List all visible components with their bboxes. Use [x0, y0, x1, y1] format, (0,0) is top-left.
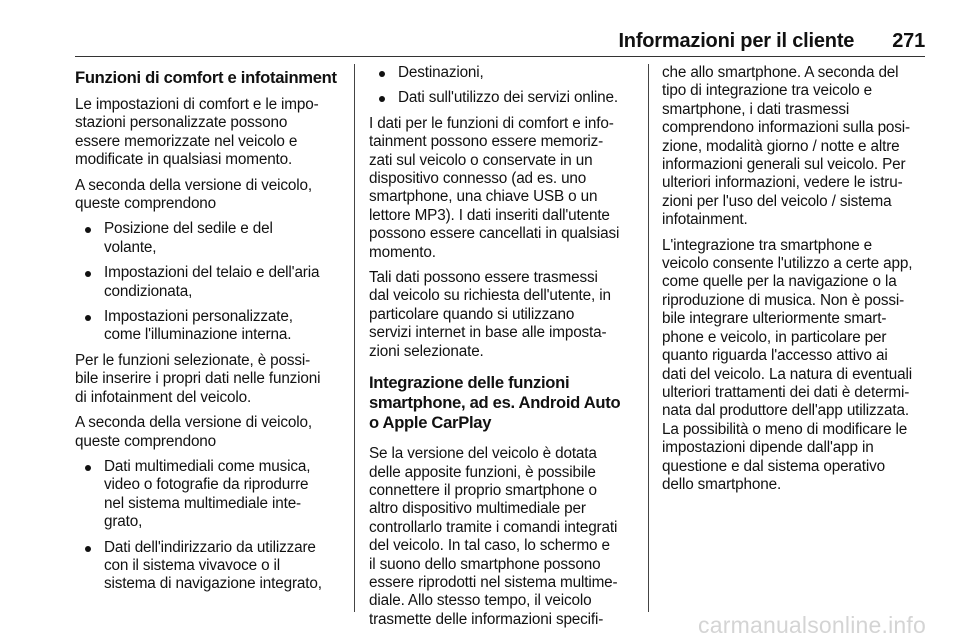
text-line: Dati dell'indirizzario da utilizzare — [104, 538, 316, 556]
text-line: con il sistema vivavoce o il — [104, 556, 281, 574]
text-line: possono essere cancellati in qualsiasi — [369, 225, 620, 243]
text-line: di infotainment del veicolo. — [75, 388, 252, 406]
bullet-icon — [85, 271, 91, 277]
text-line: ulteriori trattamenti dei dati è determi- — [662, 383, 910, 401]
text-line: dal veicolo su richiesta dell'utente, in — [369, 287, 611, 305]
text-line: questione e dal sistema operativo — [662, 457, 885, 475]
text-line: volante, — [104, 238, 157, 256]
text-line: Per le funzioni selezionate, è possi- — [75, 351, 311, 369]
text-line: delle apposite funzioni, è possibile — [369, 463, 596, 481]
text-line: L'integrazione tra smartphone e — [662, 236, 873, 254]
text-line: nel sistema multimediale inte- — [104, 494, 301, 512]
text-line: bile integrare ulteriormente smart- — [662, 310, 887, 328]
text-line: controllarlo tramite i comandi integrati — [369, 518, 618, 536]
text-line: Integrazione delle funzioni — [369, 373, 570, 393]
text-line: diale. Allo stesso tempo, il veicolo — [369, 592, 592, 610]
text-line: connettere il proprio smartphone o — [369, 481, 597, 499]
text-line: smartphone, i dati trasmessi — [662, 100, 850, 118]
text-line: sistema di navigazione integrato, — [104, 575, 322, 593]
text-line: impostazioni dipende dall'app in — [662, 439, 874, 457]
section-heading-smartphone-integration — [369, 373, 634, 433]
page-title: Informazioni per il cliente — [618, 30, 855, 52]
text-line: phone e veicolo, in particolare per — [662, 328, 887, 346]
bullet-icon — [85, 465, 91, 471]
text-line: trasmette delle informazioni specifi- — [369, 610, 604, 628]
text-line: zione, modalità giorno / notte e altre — [662, 137, 900, 155]
text-line: Le impostazioni di comfort e le impo- — [75, 96, 319, 113]
text-line: infotainment. — [662, 211, 748, 229]
text-line: smartphone, una chiave USB o un — [369, 188, 598, 206]
text-line: particolare quando si utilizzano — [369, 305, 575, 323]
text-line: tainment possono essere memoriz- — [369, 133, 604, 151]
text-line: smartphone, ad es. Android Auto — [369, 393, 621, 413]
text-line: stazioni personalizzate possono — [75, 114, 288, 132]
paragraph — [75, 177, 347, 214]
bullet-icon — [85, 315, 91, 321]
header-rule — [75, 56, 925, 57]
paragraph — [75, 414, 347, 451]
text-line: queste comprendono — [75, 195, 217, 213]
text-line: servizi internet in base alle imposta- — [369, 324, 607, 342]
list-item — [75, 264, 347, 301]
list-item — [369, 89, 634, 107]
text-line: come l'illuminazione interna. — [104, 326, 292, 344]
list-item — [75, 220, 347, 257]
text-line: dello smartphone. — [662, 475, 782, 493]
text-line: essere riprodotti nel sistema multime- — [369, 573, 618, 591]
bullet-list — [369, 64, 634, 108]
bullet-icon — [379, 71, 385, 77]
text-line: condizionata, — [104, 282, 193, 300]
paragraph — [369, 115, 634, 262]
text-line: Destinazioni, — [398, 64, 484, 81]
text-line: Dati multimediali come musica, — [104, 457, 311, 475]
text-line: A seconda della versione di veicolo, — [75, 414, 312, 432]
text-line: il suono dello smartphone possono — [369, 555, 601, 573]
text-line: informazioni generali sul veicolo. Per — [662, 156, 906, 174]
text-line: riproduzione di musica. Non è possi- — [662, 291, 905, 309]
paragraph — [662, 237, 930, 495]
text-line: modificate in qualsiasi momento. — [75, 151, 293, 169]
bullet-icon — [85, 546, 91, 552]
text-line: I dati per le funzioni di comfort e info- — [369, 114, 614, 132]
text-line: Impostazioni personalizzate, — [104, 308, 293, 326]
text-line: tipo di integrazione tra veicolo e — [662, 82, 873, 100]
column-divider-2 — [648, 64, 649, 612]
bullet-list — [75, 458, 347, 594]
text-line: dati del veicolo. La natura di eventuali — [662, 365, 912, 383]
text-line: queste comprendono — [75, 432, 217, 450]
text-line: zioni selezionate. — [369, 342, 484, 360]
text-line: o Apple CarPlay — [369, 413, 492, 433]
list-item — [75, 308, 347, 345]
text-line: veicolo consente l'utilizzo a certe app, — [662, 255, 913, 273]
text-line: altro dispositivo multimediale per — [369, 500, 586, 518]
bullet-icon — [379, 96, 385, 102]
column-3 — [662, 64, 930, 501]
text-line: Se la versione del veicolo è dotata — [369, 445, 597, 463]
text-line: bile inserire i propri dati nelle funzioni — [75, 370, 321, 388]
column-1 — [75, 64, 347, 601]
text-line: video o fotografie da riprodurre — [104, 476, 309, 494]
bullet-icon — [85, 227, 91, 233]
watermark: carmanualsonline.info — [698, 612, 926, 638]
paragraph — [369, 269, 634, 361]
text-line: comprendono informazioni sulla posi- — [662, 119, 910, 137]
text-line: del veicolo. In tal caso, lo schermo e — [369, 537, 610, 555]
text-line: A seconda della versione di veicolo, — [75, 176, 312, 194]
text-line: che allo smartphone. A seconda del — [662, 64, 899, 81]
text-line: dispositivo connesso (ad es. uno — [369, 170, 587, 188]
bullet-list — [75, 220, 347, 344]
page-header — [75, 30, 925, 52]
text-line: momento. — [369, 243, 436, 261]
text-line: quanto riguarda l'accesso attivo ai — [662, 347, 888, 365]
section-heading-comfort-infotainment: Funzioni di comfort e infotainment — [75, 68, 337, 87]
paragraph — [75, 352, 347, 407]
paragraph — [662, 64, 930, 230]
text-line: Impostazioni del telaio e dell'aria — [104, 264, 320, 282]
column-2 — [369, 64, 634, 636]
page-number: 271 — [892, 30, 925, 52]
text-line: Tali dati possono essere trasmessi — [369, 269, 598, 287]
text-line: essere memorizzate nel veicolo e — [75, 132, 298, 150]
text-line: ulteriori informazioni, vedere le istru- — [662, 174, 903, 192]
text-line: La possibilità o meno di modificare le — [662, 420, 908, 438]
text-line: nata dal produttore dell'app utilizzata. — [662, 402, 909, 420]
text-line: grato, — [104, 513, 143, 531]
list-item — [75, 458, 347, 532]
paragraph — [369, 445, 634, 629]
text-line: Posizione del sedile e del — [104, 220, 273, 238]
list-item — [369, 64, 634, 82]
column-divider-1 — [354, 64, 355, 612]
list-item — [75, 539, 347, 594]
text-line: zioni per l'uso del veicolo / sistema — [662, 192, 892, 210]
paragraph — [75, 96, 347, 170]
text-line: Dati sull'utilizzo dei servizi online. — [398, 89, 618, 107]
text-line: come quelle per la navigazione o la — [662, 273, 897, 291]
text-line: lettore MP3). I dati inseriti dall'utente — [369, 206, 610, 224]
text-line: zati sul veicolo o conservate in un — [369, 151, 593, 169]
